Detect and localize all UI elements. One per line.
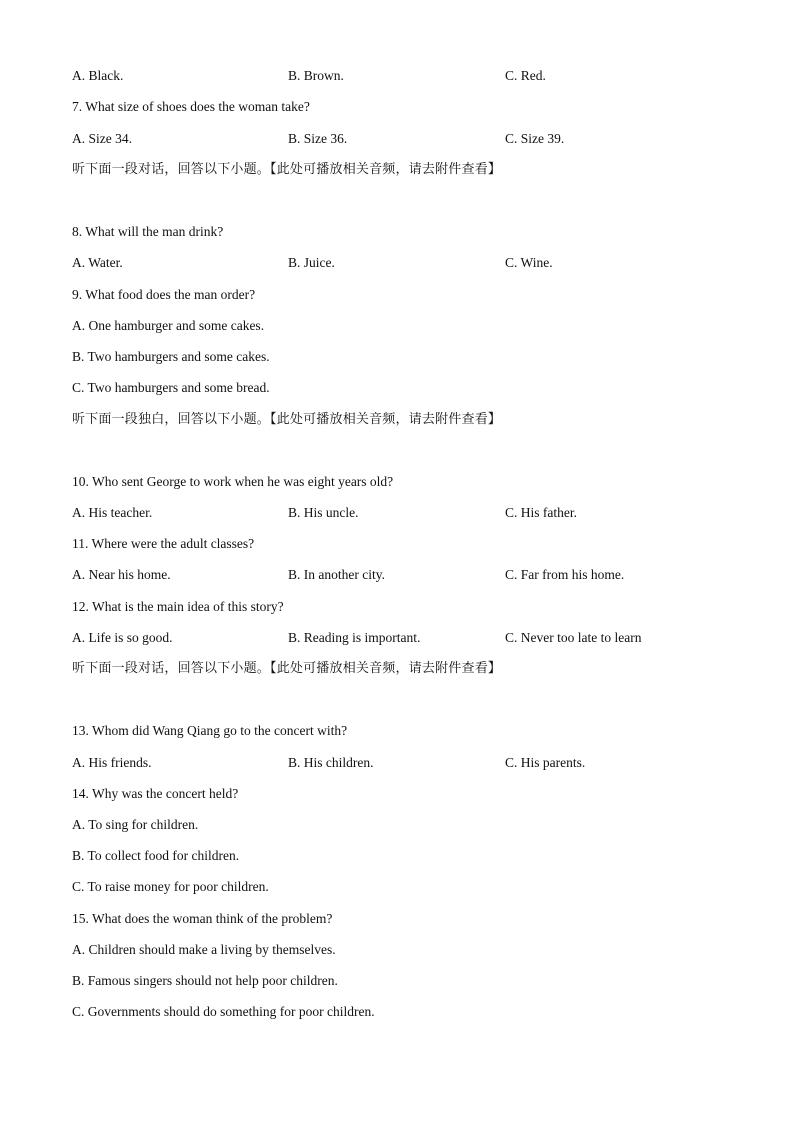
q12-option-c: C. Never too late to learn	[505, 630, 642, 645]
q15-question: 15. What does the woman think of the problem?	[72, 911, 333, 926]
q11-option-a: A. Near his home.	[72, 567, 171, 582]
q8-question: 8. What will the man drink?	[72, 224, 224, 239]
q14-option-a: A. To sing for children.	[72, 817, 199, 832]
q15-option-b: B. Famous singers should not help poor children.	[72, 973, 338, 988]
q10-question: 10. Who sent George to work when he was eight years old?	[72, 474, 394, 489]
q9-option-a: A. One hamburger and some cakes.	[72, 318, 265, 333]
q7-question: 7. What size of shoes does the woman take?	[72, 99, 310, 114]
q9-option-b: B. Two hamburgers and some cakes.	[72, 349, 270, 364]
q7-option-b: B. Size 36.	[288, 131, 348, 146]
q11-question: 11. Where were the adult classes?	[72, 536, 255, 551]
q10-option-c: C. His father.	[505, 505, 577, 520]
q10-option-a: A. His teacher.	[72, 505, 153, 520]
q7-option-c: C. Size 39.	[505, 131, 565, 146]
q13-option-c: C. His parents.	[505, 755, 586, 770]
audio-instruction-dialogue: 听下面一段对话，回答以下小题。【此处可播放相关音频，请去附件查看】	[72, 162, 502, 177]
q8-option-b: B. Juice.	[288, 255, 335, 270]
audio-instruction-monologue: 听下面一段独白，回答以下小题。【此处可播放相关音频，请去附件查看】	[72, 412, 502, 427]
q11-option-c: C. Far from his home.	[505, 567, 625, 582]
q9-option-c: C. Two hamburgers and some bread.	[72, 380, 270, 395]
q6-option-a: A. Black.	[72, 68, 124, 83]
q14-question: 14. Why was the concert held?	[72, 786, 239, 801]
q15-option-c: C. Governments should do something for poor children.	[72, 1004, 375, 1019]
q7-option-a: A. Size 34.	[72, 131, 132, 146]
q10-option-b: B. His uncle.	[288, 505, 359, 520]
q14-option-b: B. To collect food for children.	[72, 848, 240, 863]
audio-instruction-dialogue-2: 听下面一段对话，回答以下小题。【此处可播放相关音频，请去附件查看】	[72, 661, 502, 676]
q15-option-a: A. Children should make a living by themselves.	[72, 942, 336, 957]
q6-option-c: C. Red.	[505, 68, 546, 83]
q12-option-b: B. Reading is important.	[288, 630, 421, 645]
q6-option-b: B. Brown.	[288, 68, 344, 83]
q12-question: 12. What is the main idea of this story?	[72, 599, 284, 614]
q11-option-b: B. In another city.	[288, 567, 385, 582]
q8-option-a: A. Water.	[72, 255, 123, 270]
q12-option-a: A. Life is so good.	[72, 630, 173, 645]
q13-option-a: A. His friends.	[72, 755, 152, 770]
q13-question: 13. Whom did Wang Qiang go to the concert with?	[72, 723, 348, 738]
q9-question: 9. What food does the man order?	[72, 287, 256, 302]
q14-option-c: C. To raise money for poor children.	[72, 879, 269, 894]
q8-option-c: C. Wine.	[505, 255, 553, 270]
q13-option-b: B. His children.	[288, 755, 374, 770]
